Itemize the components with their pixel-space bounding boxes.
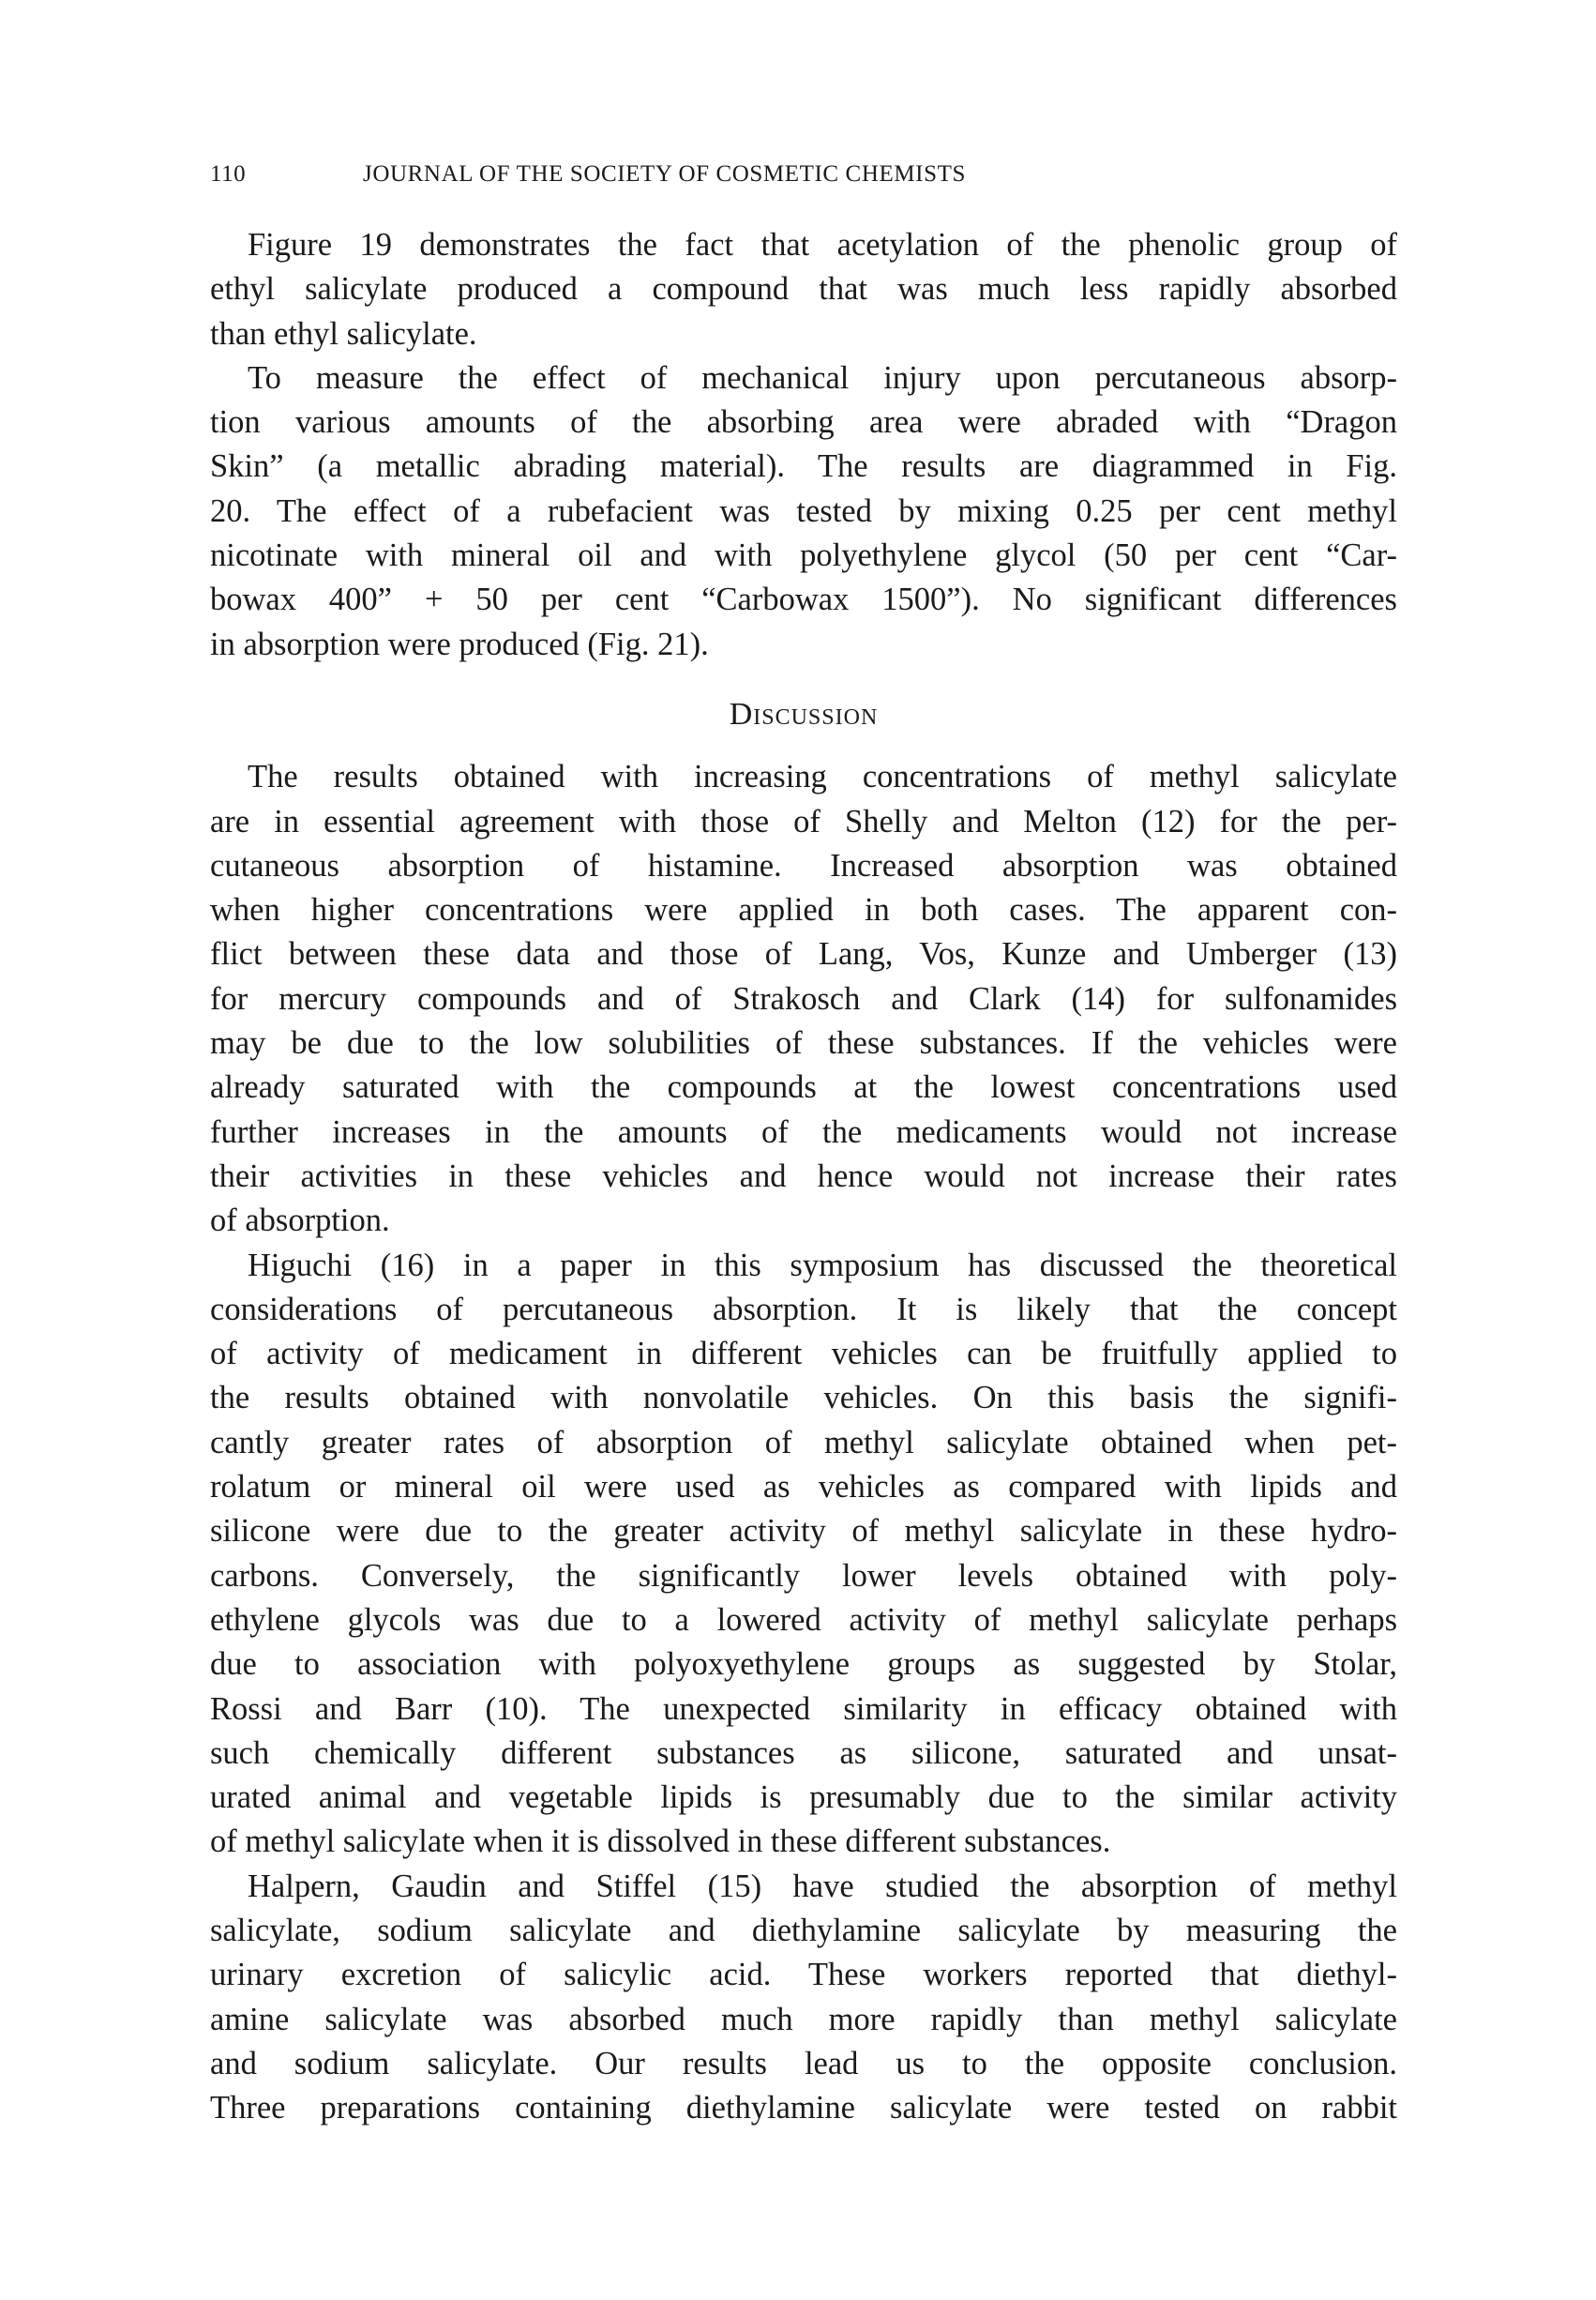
page-number: 110: [210, 161, 247, 187]
paragraph: [210, 1865, 1397, 2131]
text-line: considerations of percutaneous absorption. It is likely that the concept: [210, 1291, 1397, 1327]
text-line: the results obtained with nonvolatile vehicles. On this basis the signifi-: [210, 1380, 1397, 1416]
text-line: are in essential agreement with those of Shelly and Melton (12) for the per-: [210, 803, 1397, 840]
paragraph: [210, 356, 1397, 667]
text-line: of methyl salicylate when it is dissolved in these different substances.: [210, 1823, 1111, 1860]
text-line: urated animal and vegetable lipids is presumably due to the similar activity: [210, 1779, 1397, 1816]
text-line: already saturated with the compounds at the lowest concentrations used: [210, 1069, 1397, 1106]
text-line: urinary excretion of salicylic acid. These workers reported that diethyl-: [210, 1957, 1397, 1993]
journal-title: JOURNAL OF THE SOCIETY OF COSMETIC CHEMISTS: [363, 161, 966, 187]
text-line: of activity of medicament in different vehicles can be fruitfully applied to: [210, 1336, 1397, 1372]
text-line: ethylene glycols was due to a lowered activity of methyl salicylate perhaps: [210, 1601, 1397, 1638]
text-line: carbons. Conversely, the significantly lower levels obtained with poly-: [210, 1557, 1397, 1594]
text-line: than ethyl salicylate.: [210, 315, 477, 352]
text-line: rolatum or mineral oil were used as vehicles as compared with lipids and: [210, 1469, 1397, 1506]
text-line: amine salicylate was absorbed much more rapidly than methyl salicylate: [210, 2001, 1397, 2037]
text-line: bowax 400” + 50 per cent “Carbowax 1500”). No significant differences: [210, 582, 1397, 618]
text-line: their activities in these vehicles and hence would not increase their rates: [210, 1158, 1397, 1194]
text-line: salicylate, sodium salicylate and diethylamine salicylate by measuring the: [210, 1912, 1397, 1948]
text-line: further increases in the amounts of the medicaments would not increase: [210, 1113, 1397, 1150]
text-line: flict between these data and those of Lang, Vos, Kunze and Umberger (13): [210, 936, 1397, 973]
running-header: [210, 154, 1397, 191]
article-body: [210, 223, 1397, 2130]
text-line: and sodium salicylate. Our results lead us to the opposite conclusion.: [210, 2045, 1397, 2081]
text-line: Rossi and Barr (10). The unexpected similarity in efficacy obtained with: [210, 1690, 1397, 1727]
text-line: Skin” (a metallic abrading material). The results are diagrammed in Fig.: [210, 448, 1397, 485]
text-line: may be due to the low solubilities of these substances. If the vehicles were: [210, 1025, 1397, 1062]
text-line: silicone were due to the greater activity of methyl salicylate in these hydro-: [210, 1513, 1397, 1550]
text-line: in absorption were produced (Fig. 21).: [210, 626, 709, 662]
text-line: such chemically different substances as silicone, saturated and unsat-: [210, 1734, 1397, 1771]
paragraph: [210, 223, 1397, 356]
text-line: Halpern, Gaudin and Stiffel (15) have studied the absorption of methyl: [248, 1868, 1397, 1904]
text-line: when higher concentrations were applied in both cases. The apparent con-: [210, 892, 1397, 929]
text-line: Figure 19 demonstrates the fact that acetylation of the phenolic group of: [248, 227, 1397, 263]
text-line: The results obtained with increasing concentrations of methyl salicylate: [248, 759, 1397, 795]
text-line: ethyl salicylate produced a compound that was much less rapidly absorbed: [210, 271, 1397, 308]
text-line: tion various amounts of the absorbing area were abraded with “Dragon: [210, 404, 1397, 441]
text-line: due to association with polyoxyethylene groups as suggested by Stolar,: [210, 1646, 1397, 1683]
text-line: cutaneous absorption of histamine. Increased absorption was obtained: [210, 847, 1397, 884]
text-line: 20. The effect of a rubefacient was tested by mixing 0.25 per cent methyl: [210, 492, 1397, 529]
text-line: of absorption.: [210, 1203, 390, 1239]
text-line: nicotinate with mineral oil and with polyethylene glycol (50 per cent “Car-: [210, 537, 1397, 574]
paragraph: [210, 1244, 1397, 1865]
paragraph: [210, 755, 1397, 1243]
text-line: Three preparations containing diethylamine salicylate were tested on rabbit: [210, 2090, 1397, 2126]
text-line: for mercury compounds and of Strakosch and Clark (14) for sulfonamides: [210, 980, 1397, 1017]
text-line: Higuchi (16) in a paper in this symposium has discussed the theoretical: [248, 1247, 1397, 1283]
section-heading-discussion: Discussion: [729, 696, 879, 732]
text-line: cantly greater rates of absorption of methyl salicylate obtained when pet-: [210, 1424, 1397, 1460]
text-line: To measure the effect of mechanical injury upon percutaneous absorp-: [248, 359, 1397, 396]
